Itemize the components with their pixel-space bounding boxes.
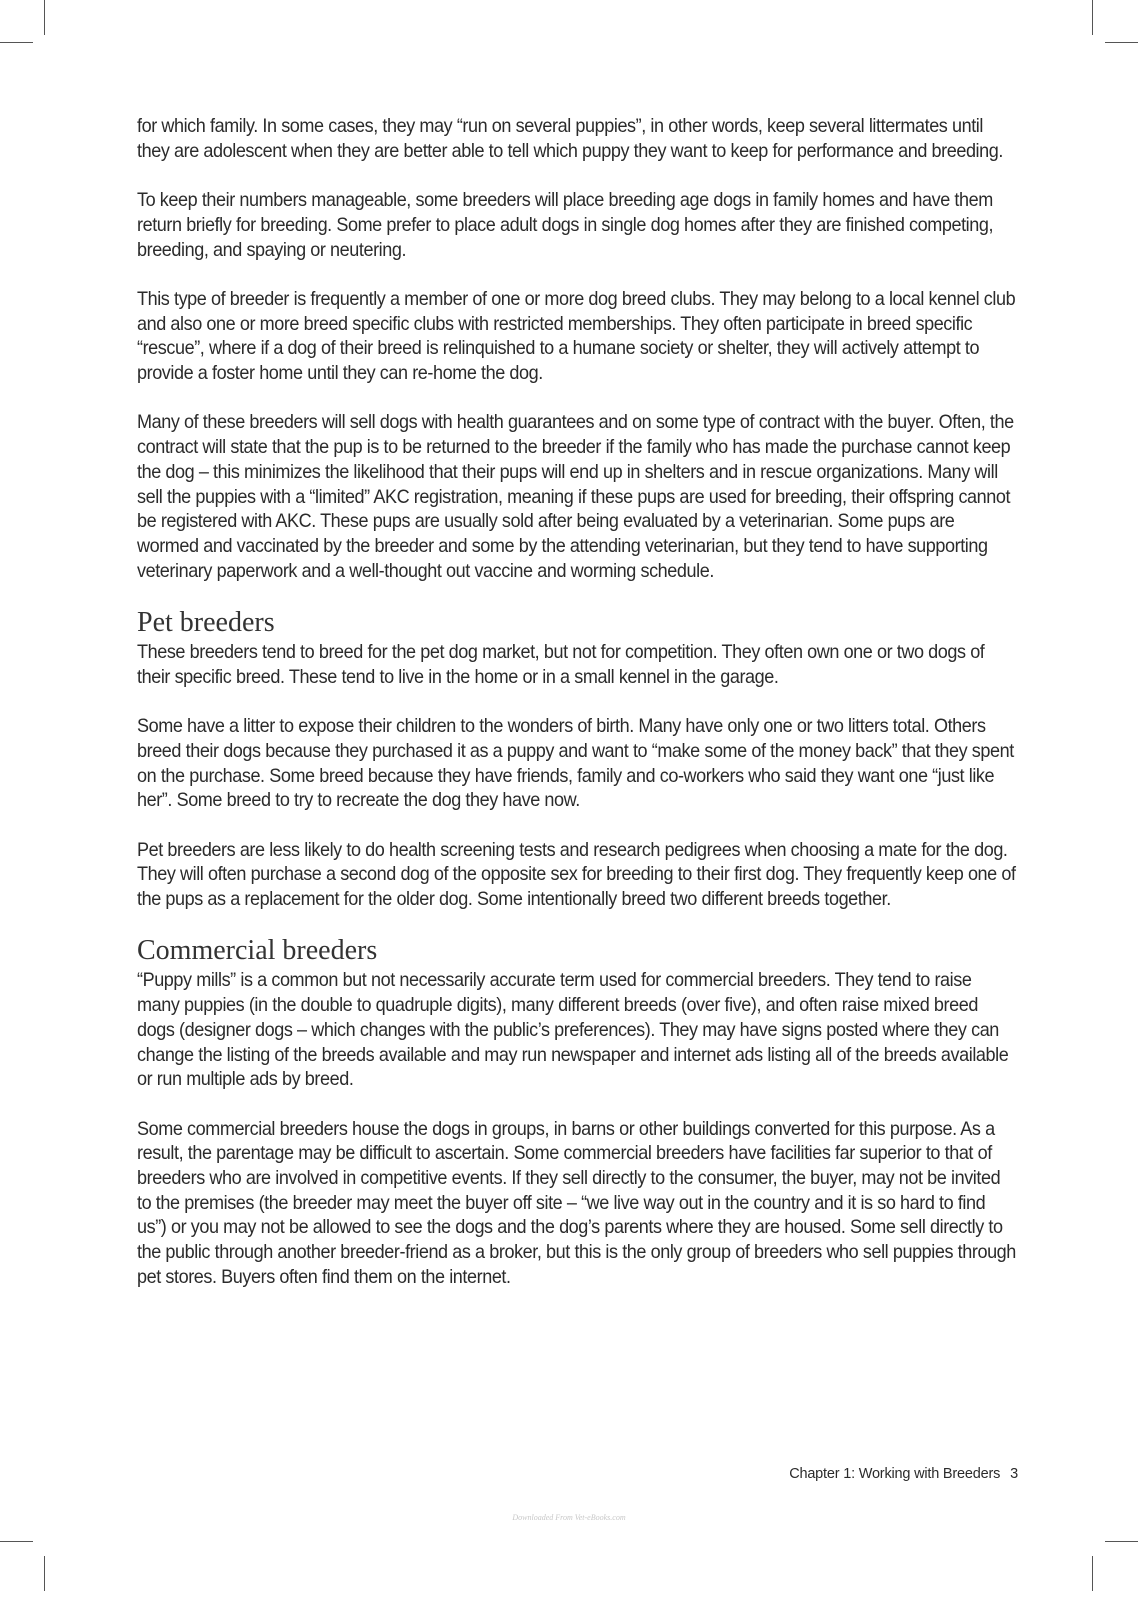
body-paragraph: This type of breeder is frequently a member of one or more dog breed clubs. They may belong to a local kennel club and also one or more breed specific clubs with restricted memberships. They often participate in breed specific “rescue”, where if a dog of their breed is relinquished to a humane society or shelter, they will actively attempt to provide a foster home until they can re-home the dog. [137,287,1016,384]
crop-mark [44,1556,45,1591]
page-number: 3 [1010,1466,1018,1482]
watermark: Downloaded From Vet-eBooks.com [512,1513,626,1522]
crop-mark [0,1541,33,1542]
body-paragraph: Some have a litter to expose their children to the wonders of birth. Many have only one or two litters total. Others breed their dogs because they purchased it as a puppy and want to “make some of the money back” that they spent on the purchase. Some breed because they have friends, family and co-workers who said they want one “just like her”. Some breed to try to recreate the dog they have now. [137,715,1014,812]
crop-mark [1092,0,1093,35]
body-paragraph: Some commercial breeders house the dogs in groups, in barns or other buildings converted for this purpose. As a result, the parentage may be difficult to ascertain. Some commercial breeders have facilities far superior to that of breeders who are involved in competitive events. If they sell directly to the consumer, the buyer, may not be invited to the premises (the breeder may meet the buyer off site – “we live way out in the country and it is so hard to find us”) or you may not be allowed to see the dogs and the dog’s parents where they are housed. Some sell directly to the public through another breeder-friend as a broker, but this is the only group of breeders who sell puppies through pet stores. Buyers often find them on the internet. [137,1117,1016,1288]
section-intro-continued [137,114,1017,583]
crop-mark [0,42,33,43]
section-commercial-breeders [137,936,1017,1289]
section-heading: Pet breeders [137,607,275,638]
section-heading: Commercial breeders [137,935,378,967]
body-paragraph: for which family. In some cases, they may “run on several puppies”, in other words, keep several littermates until they are adolescent when they are better able to tell which puppy they want to keep for performance and breeding. [137,115,1003,162]
page-body [137,114,1017,1314]
body-paragraph: To keep their numbers manageable, some breeders will place breeding age dogs in family homes and have them return briefly for breeding. Some prefer to place adult dogs in single dog homes after they are finished competing, breeding, and spaying or neutering. [137,189,994,261]
body-paragraph: “Puppy mills” is a common but not necessarily accurate term used for commercial breeders. They tend to raise many puppies (in the double to quadruple digits), many different breeds (over five), and often raise mixed breed dogs (designer dogs – which changes with the public’s preferences). They may have signs posted where they can change the listing of the breeds available and may run newspaper and internet ads listing all of the breeds available or run multiple ads by breed. [137,969,1009,1091]
body-paragraph: Pet breeders are less likely to do health screening tests and research pedigrees when choosing a mate for the dog. They will often purchase a second dog of the opposite sex for breeding to their first dog. They frequently keep one of the pups as a replacement for the older dog. Some intentionally breed two different breeds together. [137,838,1016,910]
crop-mark [1092,1556,1093,1591]
body-paragraph: Many of these breeders will sell dogs with health guarantees and on some type of contract with the buyer. Often, the contract will state that the pup is to be returned to the breeder if the family who has made the purchase cannot keep the dog – this minimizes the likelihood that their pups will end up in shelters and in rescue organizations. Many will sell the puppies with a “limited” AKC registration, meaning if these pups are used for breeding, their offspring cannot be registered with AKC. These pups are usually sold after being evaluated by a veterinarian. Some pups are wormed and vaccinated by the breeder and some by the attending veterinarian, but they tend to have supporting veterinary paperwork and a well-thought out vaccine and worming schedule. [137,411,1014,582]
crop-mark [1105,1541,1138,1542]
section-pet-breeders [137,608,1017,912]
crop-mark [1105,42,1138,43]
body-paragraph: These breeders tend to breed for the pet dog market, but not for competition. They often own one or two dogs of their specific breed. These tend to live in the home or in a small kennel in the garage. [137,641,985,688]
running-footer-chapter: Chapter 1: Working with Breeders [789,1466,1001,1482]
page-footer [789,1466,1018,1482]
crop-mark [44,0,45,35]
